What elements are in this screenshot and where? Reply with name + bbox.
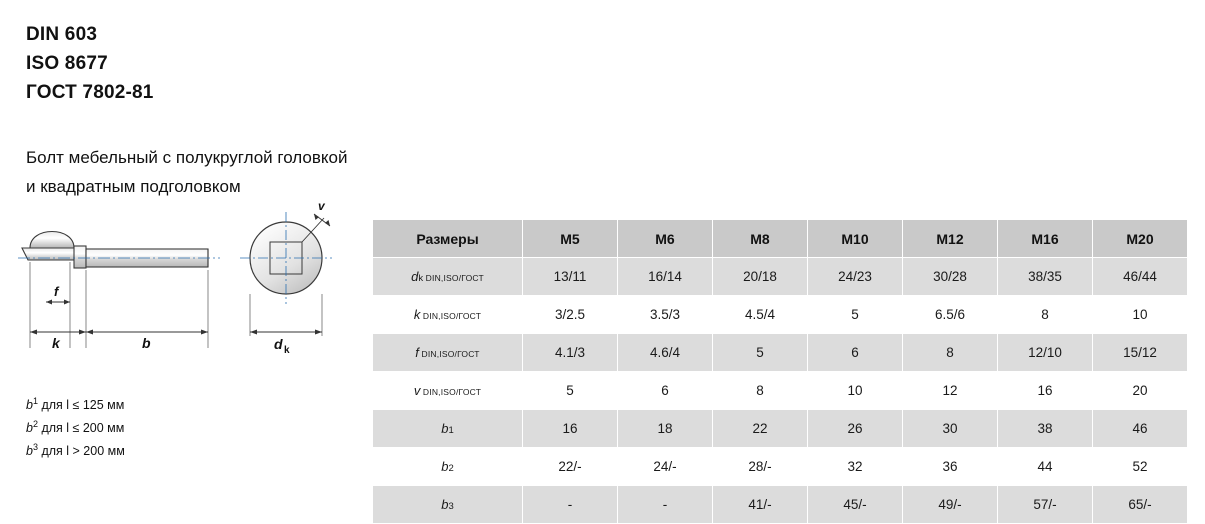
svg-text:b: b	[142, 335, 151, 351]
cell: 3.5/3	[618, 296, 713, 334]
row-label-dk-tail: DIN,ISO/ГОСТ	[423, 273, 484, 283]
table-row	[373, 410, 1188, 448]
table-row	[373, 448, 1188, 486]
cell: 10	[808, 372, 903, 410]
cell: 41/-	[713, 486, 808, 524]
cell: 28/-	[713, 448, 808, 486]
cell: 4.6/4	[618, 334, 713, 372]
cell: 6	[808, 334, 903, 372]
cell: 38	[998, 410, 1093, 448]
cell: 5	[808, 296, 903, 334]
cell: 24/23	[808, 258, 903, 296]
note-b3-text: для l > 200 мм	[37, 444, 125, 459]
cell: 4.1/3	[523, 334, 618, 372]
table-header-m5: M5	[523, 220, 618, 258]
svg-text:k: k	[52, 335, 60, 351]
table-header-m12: M12	[903, 220, 998, 258]
cell: 32	[808, 448, 903, 486]
table-header-m20: M20	[1093, 220, 1188, 258]
cell: 38/35	[998, 258, 1093, 296]
note-b2-sup: 2	[32, 419, 38, 430]
row-label-b2-main: b	[441, 459, 449, 474]
cell: 22/-	[523, 448, 618, 486]
row-label-f-main: f	[415, 345, 419, 360]
description-line-2: и квадратным подголовком	[26, 177, 241, 196]
cell: 16	[523, 410, 618, 448]
cell: 20	[1093, 372, 1188, 410]
cell: 45/-	[808, 486, 903, 524]
row-label-b2-sub: 2	[448, 463, 454, 474]
table-header-m16: M16	[998, 220, 1093, 258]
note-b3-symbol: b	[26, 444, 33, 459]
row-label-b1-main: b	[441, 421, 449, 436]
row-label-dk-main: d	[411, 269, 419, 284]
cell: 49/-	[903, 486, 998, 524]
cell: 30/28	[903, 258, 998, 296]
standard-iso: ISO 8677	[26, 53, 108, 74]
svg-text:d: d	[274, 336, 283, 352]
cell: 12/10	[998, 334, 1093, 372]
row-label-dk	[373, 258, 523, 296]
standards-list	[26, 20, 154, 107]
cell: 6	[618, 372, 713, 410]
cell: 44	[998, 448, 1093, 486]
cell: 4.5/4	[713, 296, 808, 334]
technical-drawing	[8, 196, 348, 371]
row-label-b3-sub: 3	[448, 501, 454, 512]
cell: 18	[618, 410, 713, 448]
cell: 10	[1093, 296, 1188, 334]
cell: 6.5/6	[903, 296, 998, 334]
table-header-m6: M6	[618, 220, 713, 258]
row-label-b1-sub: 1	[448, 425, 454, 436]
table-row	[373, 372, 1188, 410]
cell: -	[523, 486, 618, 524]
row-label-b3	[373, 486, 523, 524]
table-header-m8: M8	[713, 220, 808, 258]
table-body	[373, 258, 1188, 524]
row-label-b3-main: b	[441, 497, 449, 512]
note-b1-sup: 1	[32, 396, 38, 406]
row-label-k	[373, 296, 523, 334]
dimensions-table-wrapper	[372, 219, 1188, 524]
row-label-b1	[373, 410, 523, 448]
cell: 52	[1093, 448, 1188, 486]
cell: 12	[903, 372, 998, 410]
row-label-v-main: v	[413, 383, 421, 398]
row-label-v	[373, 372, 523, 410]
note-b2	[26, 415, 125, 438]
row-label-v-tail: DIN,ISO/ГОСТ	[420, 387, 482, 397]
note-b1-symbol: b	[26, 398, 33, 413]
cell: 5	[523, 372, 618, 410]
cell: 8	[903, 334, 998, 372]
note-b2-text: для l ≤ 200 мм	[37, 421, 125, 436]
table-header-m10: M10	[808, 220, 903, 258]
cell: 57/-	[998, 486, 1093, 524]
cell: 8	[998, 296, 1093, 334]
note-b1-text: для l ≤ 125 мм	[37, 398, 125, 413]
table-header-row	[373, 220, 1188, 258]
cell: 16/14	[618, 258, 713, 296]
cell: 16	[998, 372, 1093, 410]
cell: 5	[713, 334, 808, 372]
table-row	[373, 334, 1188, 372]
table-row	[373, 296, 1188, 334]
row-label-b2	[373, 448, 523, 486]
table-row	[373, 258, 1188, 296]
svg-text:v: v	[318, 199, 325, 213]
cell: 65/-	[1093, 486, 1188, 524]
svg-text:k: k	[284, 345, 290, 356]
cell: 3/2.5	[523, 296, 618, 334]
cell: 13/11	[523, 258, 618, 296]
note-b3	[26, 438, 125, 461]
product-description	[26, 143, 347, 201]
cell: 8	[713, 372, 808, 410]
svg-text:f: f	[54, 284, 59, 299]
row-label-k-tail: DIN,ISO/ГОСТ	[420, 311, 482, 321]
drawing-notes	[26, 392, 125, 461]
cell: 30	[903, 410, 998, 448]
table-header-sizes: Размеры	[373, 220, 523, 258]
table-row	[373, 486, 1188, 524]
row-label-dk-sub: k	[418, 273, 424, 284]
standard-gost: ГОСТ 7802-81	[26, 82, 154, 103]
row-label-f-tail: DIN,ISO/ГОСТ	[418, 349, 480, 359]
cell: 20/18	[713, 258, 808, 296]
table-head	[373, 220, 1188, 258]
cell: 22	[713, 410, 808, 448]
cell: 15/12	[1093, 334, 1188, 372]
cell: 46/44	[1093, 258, 1188, 296]
dimensions-table	[372, 219, 1188, 524]
row-label-f	[373, 334, 523, 372]
cell: 24/-	[618, 448, 713, 486]
note-b2-symbol: b	[26, 421, 33, 436]
cell: 26	[808, 410, 903, 448]
note-b3-sup: 3	[32, 442, 38, 453]
note-b1	[26, 392, 125, 415]
description-line-1: Болт мебельный с полукруглой головкой	[26, 148, 348, 167]
cell: 46	[1093, 410, 1188, 448]
standard-din: DIN 603	[26, 24, 98, 45]
row-label-k-main: k	[413, 307, 421, 322]
bolt-drawing-svg	[8, 196, 348, 371]
cell: -	[618, 486, 713, 524]
cell: 36	[903, 448, 998, 486]
